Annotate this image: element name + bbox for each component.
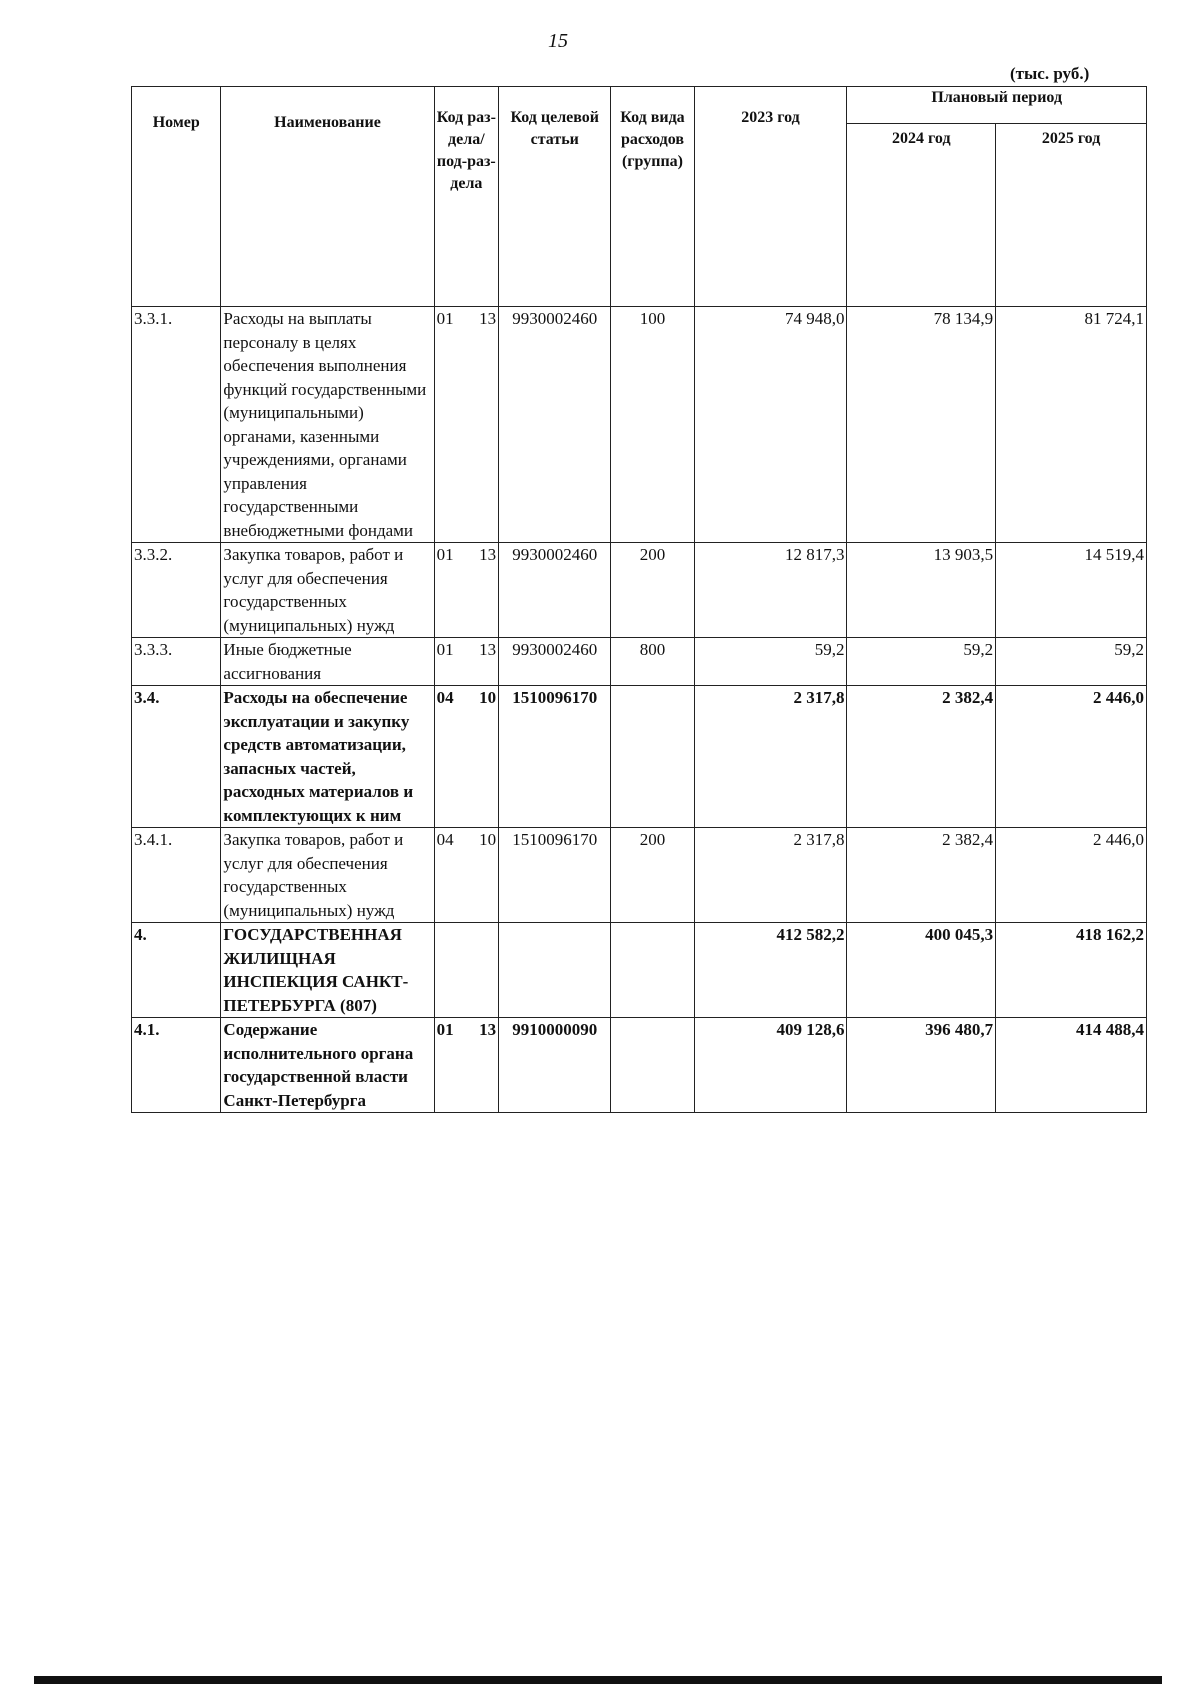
row-number: 4.1. bbox=[132, 1018, 221, 1113]
table-row bbox=[132, 543, 1147, 638]
budget-table bbox=[131, 86, 1147, 1113]
page-number: 15 bbox=[548, 30, 568, 52]
row-name: Закупка товаров, работ и услуг для обеспечения государственных (муниципальных) нужд bbox=[221, 543, 434, 638]
row-csr bbox=[499, 923, 611, 1018]
row-csr: 9910000090 bbox=[499, 1018, 611, 1113]
row-amount-2025: 418 162,2 bbox=[996, 923, 1147, 1018]
table-row bbox=[132, 923, 1147, 1018]
row-amount-2025: 14 519,4 bbox=[996, 543, 1147, 638]
row-csr: 9930002460 bbox=[499, 543, 611, 638]
row-number: 3.4.1. bbox=[132, 828, 221, 923]
header-2023: 2023 год bbox=[694, 87, 847, 307]
row-amount-2025: 59,2 bbox=[996, 638, 1147, 686]
row-podrazdel: 13 bbox=[479, 1020, 497, 1039]
row-number: 3.3.1. bbox=[132, 307, 221, 543]
row-podrazdel: 13 bbox=[479, 309, 497, 328]
row-csr: 1510096170 bbox=[499, 828, 611, 923]
row-number: 3.3.2. bbox=[132, 543, 221, 638]
header-2025: 2025 год bbox=[996, 124, 1147, 307]
table-row bbox=[132, 638, 1147, 686]
row-amount-2023: 409 128,6 bbox=[694, 1018, 847, 1113]
row-razdel-cell bbox=[434, 923, 498, 1018]
header-csr: Код целевой статьи bbox=[499, 87, 611, 307]
row-amount-2024: 2 382,4 bbox=[847, 828, 996, 923]
row-razdel: 01 bbox=[436, 309, 454, 328]
row-razdel: 01 bbox=[436, 545, 454, 564]
table-row bbox=[132, 828, 1147, 923]
table-row bbox=[132, 1018, 1147, 1113]
row-razdel-cell bbox=[434, 638, 498, 686]
row-razdel-cell bbox=[434, 828, 498, 923]
table-row bbox=[132, 686, 1147, 828]
row-razdel: 04 bbox=[436, 830, 454, 849]
row-vr: 200 bbox=[611, 543, 694, 638]
row-vr bbox=[611, 1018, 694, 1113]
bottom-rule bbox=[34, 1676, 1162, 1684]
row-razdel: 01 bbox=[436, 1020, 454, 1039]
row-number: 4. bbox=[132, 923, 221, 1018]
row-razdel-cell bbox=[434, 543, 498, 638]
row-name: Закупка товаров, работ и услуг для обеспечения государственных (муниципальных) нужд bbox=[221, 828, 434, 923]
row-amount-2025: 414 488,4 bbox=[996, 1018, 1147, 1113]
row-amount-2025: 2 446,0 bbox=[996, 686, 1147, 828]
header-name: Наименование bbox=[221, 87, 434, 307]
row-amount-2025: 2 446,0 bbox=[996, 828, 1147, 923]
header-razdel: Код раз-дела/ под-раз-дела bbox=[434, 87, 498, 307]
row-number: 3.3.3. bbox=[132, 638, 221, 686]
row-vr bbox=[611, 686, 694, 828]
row-amount-2024: 2 382,4 bbox=[847, 686, 996, 828]
row-name: Содержание исполнительного органа государственной власти Санкт-Петербурга bbox=[221, 1018, 434, 1113]
row-amount-2024: 78 134,9 bbox=[847, 307, 996, 543]
row-amount-2023: 59,2 bbox=[694, 638, 847, 686]
row-razdel-cell bbox=[434, 307, 498, 543]
row-amount-2023: 412 582,2 bbox=[694, 923, 847, 1018]
row-razdel-cell bbox=[434, 1018, 498, 1113]
row-amount-2023: 2 317,8 bbox=[694, 686, 847, 828]
row-razdel: 04 bbox=[436, 688, 454, 707]
row-podrazdel: 10 bbox=[479, 830, 497, 849]
row-amount-2024: 400 045,3 bbox=[847, 923, 996, 1018]
row-amount-2024: 59,2 bbox=[847, 638, 996, 686]
row-name: Иные бюджетные ассигнования bbox=[221, 638, 434, 686]
row-podrazdel: 13 bbox=[479, 640, 497, 659]
header-plan-period: Плановый период bbox=[847, 87, 1147, 124]
row-vr bbox=[611, 923, 694, 1018]
row-name: Расходы на обеспечение эксплуатации и закупку средств автоматизации, запасных частей, расходных материалов и комплектующих к ним bbox=[221, 686, 434, 828]
table-body bbox=[132, 307, 1147, 1113]
row-podrazdel: 10 bbox=[479, 688, 497, 707]
row-amount-2025: 81 724,1 bbox=[996, 307, 1147, 543]
row-amount-2023: 74 948,0 bbox=[694, 307, 847, 543]
row-vr: 800 bbox=[611, 638, 694, 686]
row-number: 3.4. bbox=[132, 686, 221, 828]
row-csr: 9930002460 bbox=[499, 638, 611, 686]
units-label: (тыс. руб.) bbox=[1010, 64, 1090, 83]
row-vr: 200 bbox=[611, 828, 694, 923]
row-razdel: 01 bbox=[436, 640, 454, 659]
row-vr: 100 bbox=[611, 307, 694, 543]
header-vr: Код вида расходов (группа) bbox=[611, 87, 694, 307]
row-csr: 9930002460 bbox=[499, 307, 611, 543]
row-amount-2023: 2 317,8 bbox=[694, 828, 847, 923]
row-razdel-cell bbox=[434, 686, 498, 828]
row-podrazdel: 13 bbox=[479, 545, 497, 564]
row-amount-2023: 12 817,3 bbox=[694, 543, 847, 638]
row-name: ГОСУДАРСТВЕННАЯ ЖИЛИЩНАЯ ИНСПЕКЦИЯ САНКТ-ПЕТЕРБУРГА (807) bbox=[221, 923, 434, 1018]
header-2024: 2024 год bbox=[847, 124, 996, 307]
row-name: Расходы на выплаты персоналу в целях обеспечения выполнения функций государственными (муниципальными) органами, казенными учреждениями, органами управления государственными внебюджетными фондами bbox=[221, 307, 434, 543]
table-row bbox=[132, 307, 1147, 543]
row-amount-2024: 396 480,7 bbox=[847, 1018, 996, 1113]
row-amount-2024: 13 903,5 bbox=[847, 543, 996, 638]
header-number: Номер bbox=[132, 87, 221, 307]
row-csr: 1510096170 bbox=[499, 686, 611, 828]
